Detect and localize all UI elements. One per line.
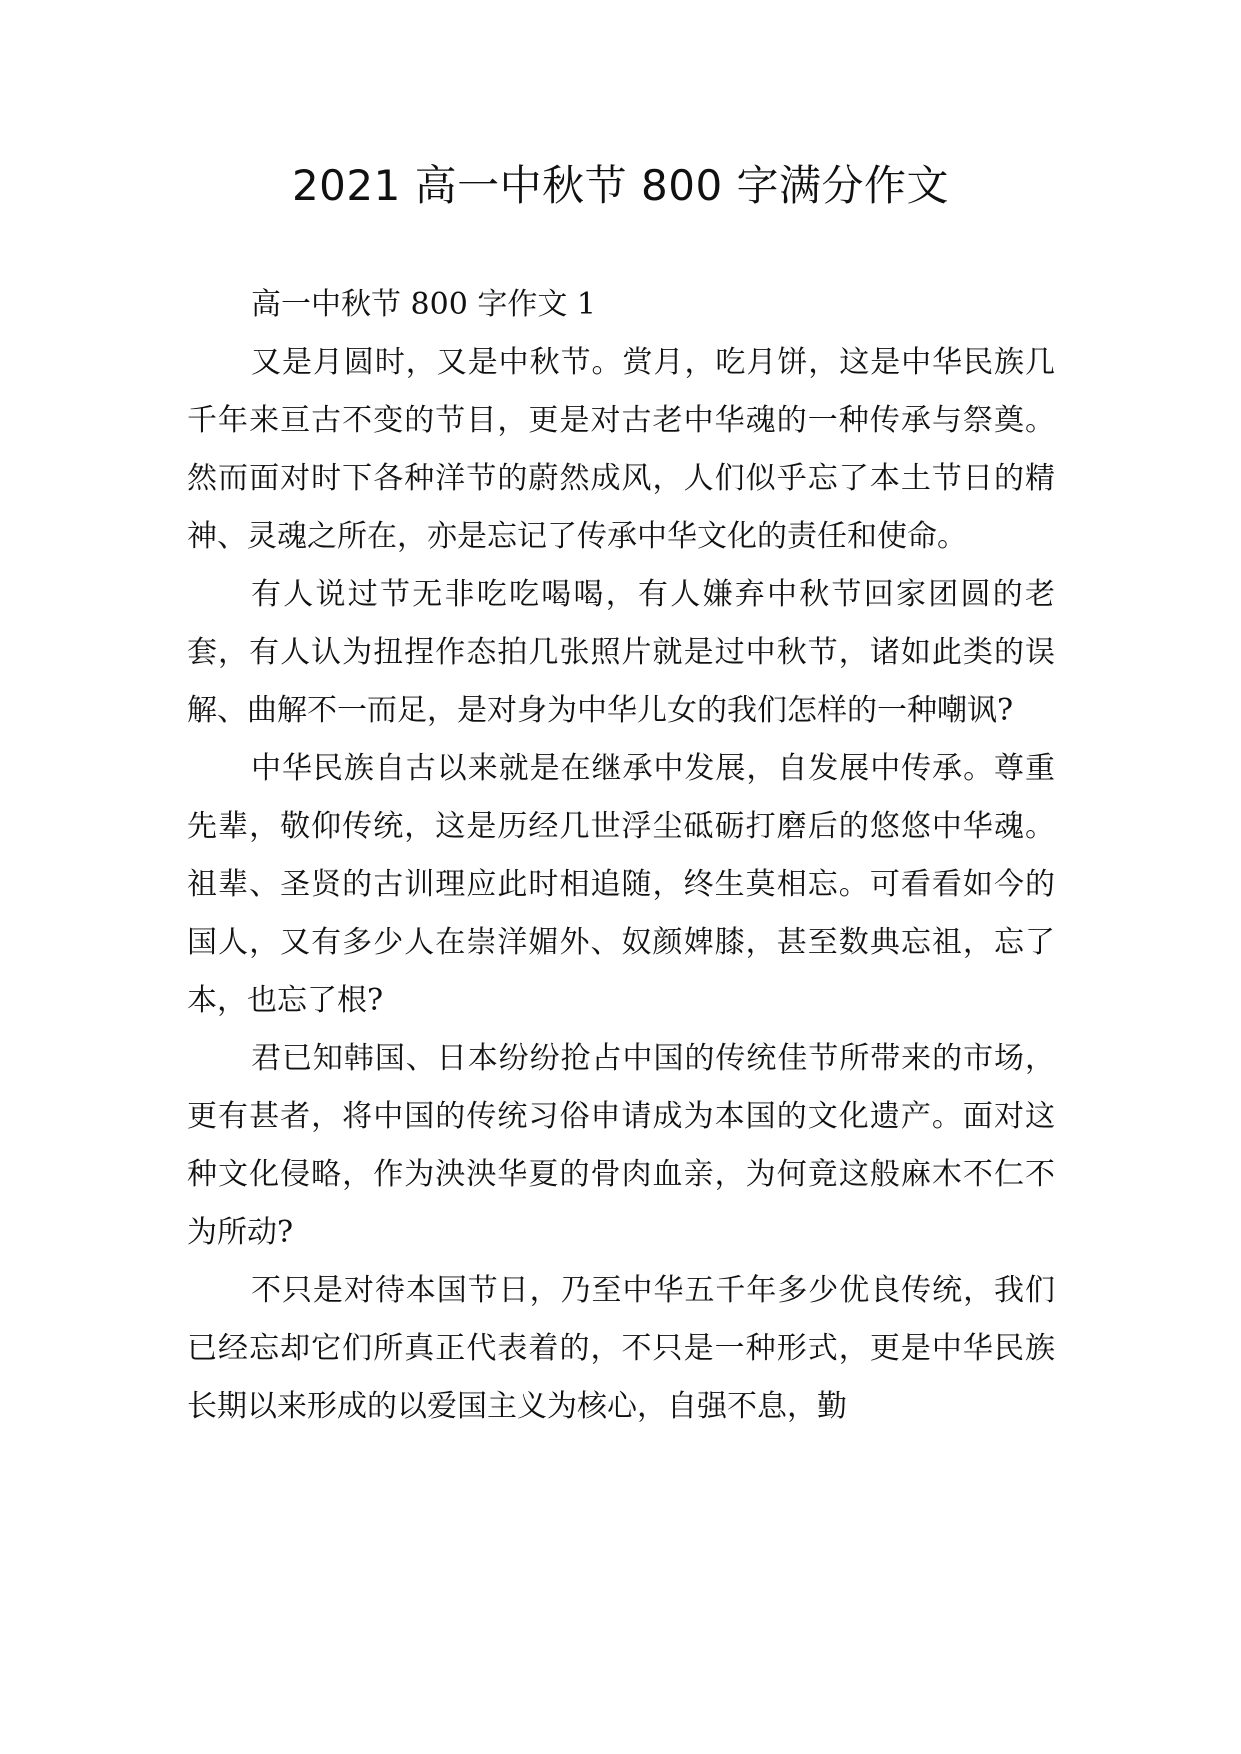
document-body xyxy=(187,276,1055,1436)
paragraph-1: 又是月圆时，又是中秋节。赏月，吃月饼，这是中华民族几千年来亘古不变的节目，更是对古老中华魂的一种传承与祭奠。然而面对时下各种洋节的蔚然成风，人们似乎忘了本土节日的精神、灵魂之所在，亦是忘记了传承中华文化的责任和使命。 xyxy=(187,345,1055,554)
paragraph-2: 有人说过节无非吃吃喝喝，有人嫌弃中秋节回家团圆的老套，有人认为扭捏作态拍几张照片就是过中秋节，诸如此类的误解、曲解不一而足，是对身为中华儿女的我们怎样的一种嘲讽? xyxy=(187,577,1055,728)
paragraph-5: 不只是对待本国节日，乃至中华五千年多少优良传统，我们已经忘却它们所真正代表着的，不只是一种形式，更是中华民族长期以来形成的以爱国主义为核心，自强不息，勤 xyxy=(187,1273,1055,1424)
essay-subheading: 高一中秋节 800 字作文 1 xyxy=(251,287,596,322)
paragraph-4: 君已知韩国、日本纷纷抢占中国的传统佳节所带来的市场，更有甚者，将中国的传统习俗申请成为本国的文化遗产。面对这种文化侵略，作为泱泱华夏的骨肉血亲，为何竟这般麻木不仁不为所动? xyxy=(187,1041,1055,1250)
document-title: 2021 高一中秋节 800 字满分作文 xyxy=(291,161,950,210)
paragraph-3: 中华民族自古以来就是在继承中发展，自发展中传承。尊重先辈，敬仰传统，这是历经几世浮尘砥砺打磨后的悠悠中华魂。祖辈、圣贤的古训理应此时相追随，终生莫相忘。可看看如今的国人，又有多少人在崇洋媚外、奴颜婢膝，甚至数典忘祖，忘了本，也忘了根? xyxy=(187,751,1055,1018)
